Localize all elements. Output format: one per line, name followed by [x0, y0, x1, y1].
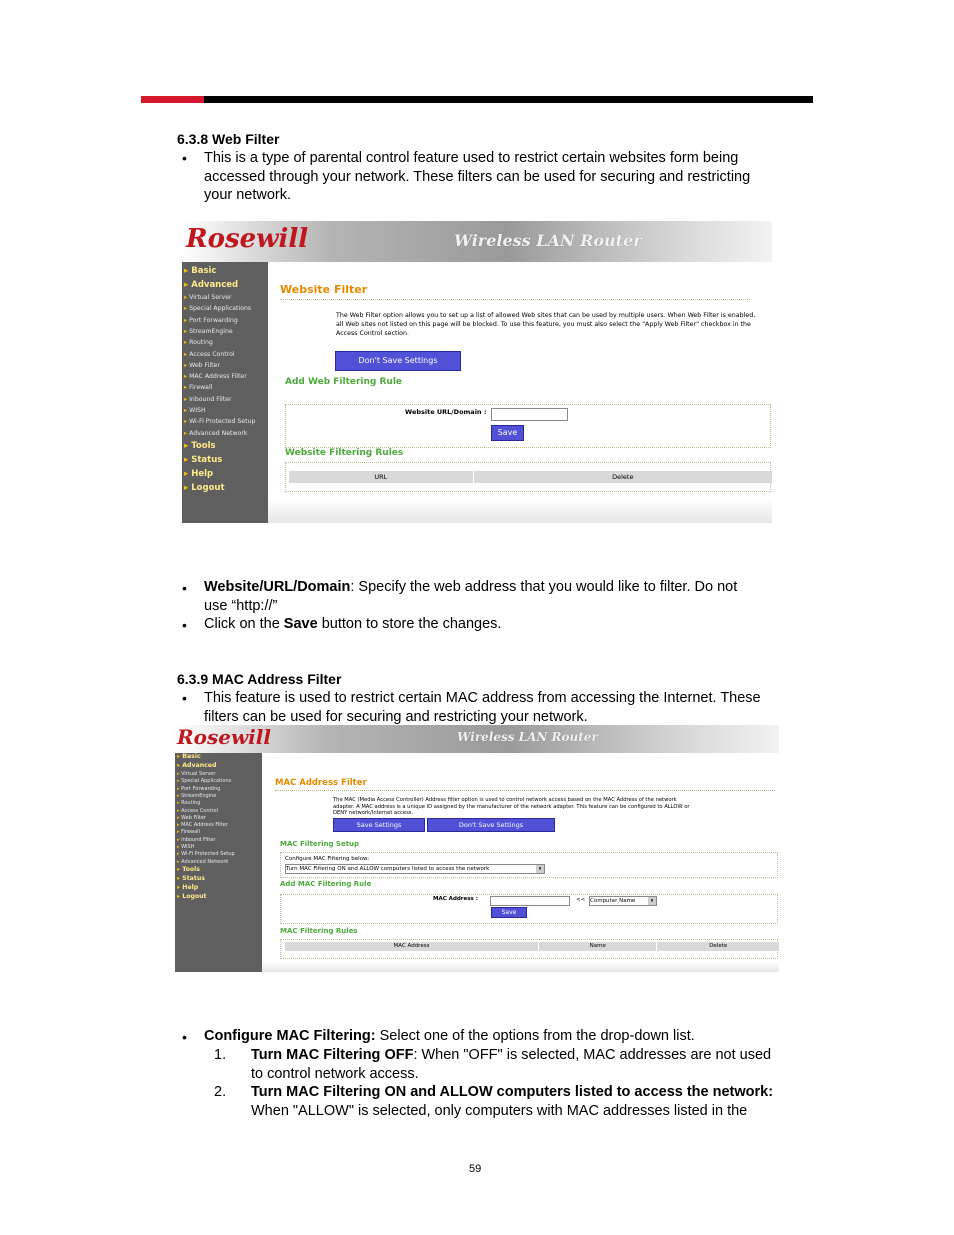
- term-url-domain: Website/URL/Domain: [204, 579, 351, 595]
- arrow-icon: ▸: [177, 883, 183, 891]
- sidebar-item-label: Logout: [182, 892, 207, 900]
- sidebar-item-label: Status: [191, 454, 223, 465]
- select-value: Turn MAC Filtering ON and ALLOW computers listed to access the network: [286, 866, 490, 872]
- arrow-icon: ▸: [184, 429, 190, 437]
- sidebar-item-label: Firewall: [181, 829, 200, 836]
- url-input[interactable]: [491, 408, 568, 421]
- configure-mac-filtering-select[interactable]: [285, 864, 545, 874]
- sidebar-item-label: Inbound Filter: [189, 395, 232, 403]
- chevron-down-icon: ▾: [648, 897, 656, 905]
- arrow-icon: ▸: [184, 384, 190, 392]
- sidebar-item-special-applications[interactable]: [184, 305, 251, 312]
- save-button[interactable]: Save: [491, 907, 527, 918]
- page-title: MAC Address Filter: [275, 778, 367, 788]
- sidebar-item-basic[interactable]: [177, 753, 201, 760]
- desc-line: all Web sites not listed on this page will be blocked. To use this feature, you must also select the "Apply Web Filter" checkbox in the: [336, 320, 751, 328]
- sidebar-item-port-forwarding[interactable]: [177, 786, 220, 792]
- arrow-icon: ▸: [177, 892, 183, 900]
- col-mac-address: MAC Address: [285, 942, 539, 951]
- web-filter-intro: [204, 149, 824, 205]
- intro-line: your network.: [204, 187, 292, 203]
- bullet-icon: •: [182, 150, 187, 166]
- sidebar-item-wi-fi-protected-setup[interactable]: [184, 418, 255, 425]
- mac-filter-screenshot: [175, 725, 779, 972]
- item-text: When "ALLOW" is selected, only computers with MAC addresses listed in the: [251, 1102, 748, 1119]
- sidebar-item-advanced-network[interactable]: [177, 859, 228, 865]
- arrow-icon: ▸: [177, 858, 182, 865]
- sidebar-item-firewall[interactable]: [184, 384, 212, 391]
- chevron-down-icon: ▾: [536, 865, 544, 873]
- sidebar-item-streamengine[interactable]: [184, 328, 233, 335]
- sidebar-item-label: Access Control: [181, 807, 218, 814]
- desc-line: The Web Filter option allows you to set up a list of allowed Web sites that can be used by multiple users. When Web Filter is enabled,: [336, 312, 756, 319]
- sidebar-item-label: Basic: [182, 753, 201, 760]
- sidebar-item-status[interactable]: [177, 875, 205, 882]
- sidebar-item-web-filter[interactable]: [184, 362, 220, 369]
- sidebar-item-label: WISH: [181, 844, 195, 850]
- configure-item: [204, 1027, 824, 1046]
- arrow-icon: ▸: [184, 373, 190, 381]
- save-settings-button[interactable]: Save Settings: [333, 818, 425, 832]
- sidebar-item-help[interactable]: [177, 884, 198, 891]
- arrow-icon: ▸: [184, 440, 192, 451]
- sidebar-item-label: Inbound Filter: [181, 836, 216, 843]
- sidebar-item-tools[interactable]: [177, 866, 200, 873]
- sidebar-item-port-forwarding[interactable]: [184, 317, 238, 324]
- intro-line: filters can be used for securing and restricting your network.: [204, 708, 588, 725]
- item-text: to control network access.: [251, 1065, 419, 1082]
- arrow-icon: ▸: [184, 482, 192, 493]
- item-text: Select one of the options from the drop-down list.: [375, 1028, 695, 1044]
- arrow-icon: ▸: [184, 327, 190, 335]
- arrow-icon: ▸: [184, 361, 190, 369]
- sidebar-item-help[interactable]: [184, 469, 213, 479]
- sidebar-item-label: Port Forwarding: [181, 785, 221, 792]
- sidebar-item-label: Advanced: [191, 280, 239, 290]
- sidebar-item-access-control[interactable]: [177, 808, 218, 814]
- desc-line: adapter. A MAC address is a unique ID assigned by the manufacturer of the network adapter. This feature can be configured to ALLOW or: [333, 803, 690, 810]
- intro-line: accessed through your network. These filters can be used for securing and restricting: [204, 168, 751, 185]
- col-url: URL: [289, 471, 474, 483]
- sidebar-item-virtual-server[interactable]: [184, 294, 232, 301]
- mac-address-input[interactable]: [490, 896, 570, 906]
- arrow-icon: ▸: [177, 822, 182, 829]
- rosewill-logo: Rosewill: [177, 725, 271, 749]
- item-text: Click on the: [204, 616, 284, 632]
- sidebar-item-web-filter[interactable]: [177, 815, 206, 821]
- arrow-icon: ▸: [177, 814, 182, 821]
- sidebar-item-basic[interactable]: [184, 266, 216, 276]
- rules-table-header: [289, 471, 772, 483]
- sidebar-item-mac-address-filter[interactable]: [184, 373, 247, 380]
- arrow-icon: ▸: [177, 778, 182, 785]
- col-delete: Delete: [612, 473, 634, 481]
- sidebar-item-label: Wi-Fi Protected Setup: [181, 851, 235, 858]
- item-text: : When "OFF" is selected, MAC addresses are not used: [413, 1047, 772, 1063]
- arrow-icon: ▸: [184, 407, 190, 414]
- sidebar-item-logout[interactable]: [177, 893, 207, 900]
- sidebar-item-mac-address-filter[interactable]: [177, 822, 228, 828]
- arrow-icon: ▸: [184, 316, 190, 324]
- option-off-item: [251, 1046, 831, 1083]
- arrow-icon: ▸: [184, 339, 190, 347]
- term-allow: Turn MAC Filtering ON and ALLOW computers listed to access the network:: [251, 1084, 774, 1100]
- copy-arrows[interactable]: <<: [576, 897, 586, 903]
- term-off: Turn MAC Filtering OFF: [251, 1047, 414, 1063]
- arrow-icon: ▸: [177, 844, 182, 850]
- sidebar-item-label: Help: [191, 468, 214, 479]
- bullet-icon: •: [182, 617, 187, 633]
- section-heading-mac-filter: 6.3.9 MAC Address Filter: [177, 671, 342, 687]
- router-title: Wireless LAN Router: [457, 730, 598, 744]
- arrow-icon: ▸: [177, 771, 182, 777]
- term-configure: Configure MAC Filtering:: [204, 1028, 376, 1044]
- sidebar-item-inbound-filter[interactable]: [177, 837, 215, 843]
- footer-band: [262, 962, 779, 972]
- divider: [280, 299, 750, 300]
- rules-table-header: [285, 942, 779, 951]
- dont-save-settings-button[interactable]: Don't Save Settings: [335, 351, 461, 371]
- setup-title: MAC Filtering Setup: [280, 840, 360, 848]
- rosewill-logo: Rosewill: [186, 224, 309, 254]
- sidebar-item-status[interactable]: [184, 455, 222, 465]
- sidebar-item-label: Port Forwarding: [189, 316, 238, 324]
- page-title: Website Filter: [280, 283, 368, 296]
- arrow-icon: ▸: [184, 280, 192, 290]
- sidebar-item-label: Status: [182, 874, 205, 882]
- sidebar-item-streamengine[interactable]: [177, 793, 216, 799]
- desc-line: The MAC (Media Access Controller) Address filter option is used to control network access based on the MAC Address of the network: [333, 797, 677, 803]
- intro-line: This is a type of parental control feature used to restrict certain websites form being: [204, 150, 739, 166]
- sidebar-item-advanced[interactable]: [184, 280, 238, 290]
- arrow-icon: ▸: [177, 792, 182, 799]
- sidebar-item-routing[interactable]: [177, 800, 200, 806]
- sidebar-item-label: Web Filter: [181, 814, 206, 821]
- sidebar-item-label: StreamEngine: [181, 792, 217, 799]
- sidebar-item-label: Tools: [191, 440, 216, 451]
- item-text: button to store the changes.: [317, 616, 502, 632]
- sidebar-item-label: Virtual Server: [189, 294, 232, 301]
- sidebar-item-tools[interactable]: [184, 441, 216, 451]
- sidebar-item-label: Wi-Fi Protected Setup: [189, 418, 256, 426]
- sidebar-item-label: Advanced Network: [189, 429, 248, 437]
- page-description: [333, 797, 690, 817]
- url-label: Website URL/Domain :: [405, 408, 487, 416]
- arrow-icon: ▸: [177, 800, 182, 807]
- sidebar-item-routing[interactable]: [184, 339, 213, 346]
- arrow-icon: ▸: [177, 829, 182, 836]
- sidebar-item-label: WISH: [189, 407, 206, 414]
- sidebar-item-label: StreamEngine: [189, 327, 233, 335]
- list-number: 1.: [214, 1047, 227, 1063]
- sidebar-item-firewall[interactable]: [177, 829, 200, 835]
- list-number: 2.: [214, 1084, 227, 1100]
- save-button[interactable]: Save: [491, 425, 524, 441]
- arrow-icon: ▸: [184, 266, 192, 276]
- sidebar-item-label: Special Applications: [181, 778, 232, 785]
- intro-line: This feature is used to restrict certain MAC address from accessing the Internet. These: [204, 690, 761, 706]
- item-text: : Specify the web address that you would like to filter. Do not: [350, 579, 738, 595]
- router-title: Wireless LAN Router: [454, 231, 642, 250]
- sidebar-item-label: Routing: [189, 339, 213, 347]
- add-rule-title: Add Web Filtering Rule: [285, 377, 403, 387]
- option-allow-item: [251, 1083, 831, 1120]
- sidebar-item-wish[interactable]: [177, 844, 194, 850]
- arrow-icon: ▸: [184, 418, 190, 426]
- arrow-icon: ▸: [177, 836, 182, 843]
- sidebar-item-access-control[interactable]: [184, 351, 235, 358]
- add-title: Add MAC Filtering Rule: [280, 880, 372, 888]
- sidebar-item-virtual-server[interactable]: [177, 771, 215, 777]
- arrow-icon: ▸: [184, 454, 192, 465]
- section-heading-web-filter: 6.3.8 Web Filter: [177, 131, 280, 147]
- item-text: use “http://”: [204, 597, 278, 614]
- sidebar-item-label: Advanced: [182, 762, 217, 769]
- computer-name-select[interactable]: [589, 896, 657, 906]
- sidebar-item-label: Firewall: [189, 384, 213, 392]
- sidebar-item-label: Special Applications: [189, 305, 252, 313]
- arrow-icon: ▸: [184, 468, 192, 479]
- arrow-icon: ▸: [177, 753, 183, 760]
- sidebar-item-advanced[interactable]: [177, 762, 216, 769]
- arrow-icon: ▸: [177, 874, 183, 882]
- desc-line: DENY network/Internet access.: [333, 810, 414, 817]
- footer-band: [268, 499, 772, 523]
- arrow-icon: ▸: [184, 305, 190, 313]
- sidebar-item-special-applications[interactable]: [177, 778, 231, 784]
- arrow-icon: ▸: [184, 395, 190, 403]
- sidebar-item-wish[interactable]: [184, 407, 206, 414]
- url-domain-item: [204, 578, 824, 615]
- col-delete: Delete: [709, 943, 728, 949]
- rules-title: Website Filtering Rules: [285, 448, 404, 458]
- term-save: Save: [283, 616, 318, 632]
- arrow-icon: ▸: [177, 762, 183, 769]
- bullet-icon: •: [182, 1029, 187, 1045]
- header-rule: [141, 96, 813, 103]
- sidebar-item-inbound-filter[interactable]: [184, 396, 232, 403]
- select-value: Computer Name: [590, 898, 636, 904]
- desc-line: Access Control section.: [336, 329, 410, 337]
- mac-filter-intro: [204, 689, 824, 726]
- sidebar-item-label: Access Control: [189, 350, 235, 358]
- arrow-icon: ▸: [177, 851, 182, 858]
- arrow-icon: ▸: [177, 807, 182, 814]
- sidebar-item-label: Tools: [182, 865, 200, 873]
- sidebar-item-advanced-network[interactable]: [184, 430, 247, 437]
- sidebar-item-wi-fi-protected-setup[interactable]: [177, 851, 235, 857]
- configure-label: Configure MAC Filtering below:: [285, 856, 370, 862]
- sidebar-item-label: Basic: [191, 266, 217, 276]
- page-description: [336, 312, 755, 338]
- dont-save-settings-button[interactable]: Don't Save Settings: [427, 818, 555, 832]
- arrow-icon: ▸: [184, 294, 190, 301]
- sidebar-item-label: Web Filter: [189, 361, 220, 369]
- sidebar-item-label: Help: [182, 883, 199, 891]
- arrow-icon: ▸: [177, 785, 182, 792]
- sidebar-item-logout[interactable]: [184, 483, 225, 493]
- rules-title: MAC Filtering Rules: [280, 927, 358, 935]
- save-item: [204, 615, 824, 634]
- col-name: Name: [539, 942, 658, 951]
- bullet-icon: •: [182, 690, 187, 706]
- arrow-icon: ▸: [177, 865, 183, 873]
- bullet-icon: •: [182, 580, 187, 596]
- arrow-icon: ▸: [184, 350, 190, 358]
- web-filter-screenshot: [182, 221, 772, 523]
- sidebar-item-label: Advanced Network: [181, 858, 229, 865]
- divider: [275, 790, 775, 791]
- sidebar-item-label: MAC Address Filter: [181, 822, 228, 829]
- sidebar-item-label: Logout: [191, 482, 225, 493]
- page-number: 59: [469, 1163, 482, 1175]
- sidebar-item-label: Routing: [181, 800, 201, 807]
- sidebar-item-label: Virtual Server: [181, 771, 216, 777]
- mac-label: MAC Address :: [433, 896, 478, 902]
- sidebar-item-label: MAC Address Filter: [189, 373, 247, 381]
- header-rule-accent: [141, 96, 204, 103]
